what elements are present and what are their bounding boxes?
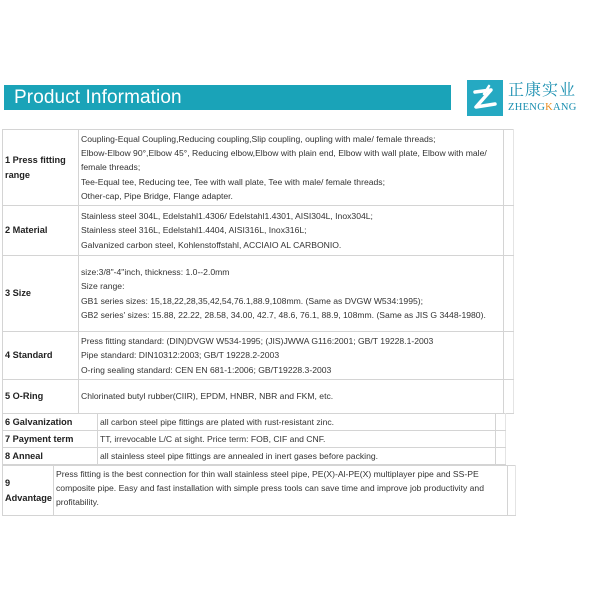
row-label: 6 Galvanization [3, 414, 98, 431]
row-label: 2 Material [3, 206, 79, 256]
empty-cell [504, 332, 514, 380]
row-label: 5 O-Ring [3, 380, 79, 414]
empty-cell [496, 414, 506, 431]
row-content: all carbon steel pipe fittings are plated with rust-resistant zinc. [98, 414, 496, 431]
section-header-bar [4, 85, 451, 110]
row-label: 8 Anneal [3, 448, 98, 465]
empty-cell [504, 380, 514, 414]
logo-english-name: ZHENGKANG [508, 102, 577, 113]
empty-cell [504, 206, 514, 256]
row-content: Coupling-Equal Coupling,Reducing coupling,Slip coupling, oupling with male/ female threads; Elbow-Elbow 90°,Elbow 45°, Reducing elbow,Elbow with plain end, Elbow with wall plate, Elbow with male/ female threads; Tee-Equal tee, Reducing tee, Tee with wall plate, Tee with male/ female threads; Other-cap, Pipe Bridge, Flange adapter. [79, 130, 504, 206]
row-label: 3 Size [3, 256, 79, 332]
row-label: 9 Advantage [3, 466, 54, 516]
empty-cell [496, 448, 506, 465]
advantage-table [2, 465, 516, 516]
row-content: Chlorinated butyl rubber(CIIR), EPDM, HNBR, NBR and FKM, etc. [79, 380, 504, 414]
terms-table [2, 413, 506, 465]
row-content: TT, irrevocable L/C at sight. Price term: FOB, CIF and CNF. [98, 431, 496, 448]
logo-chinese-name: 正康实业 [508, 80, 577, 99]
table-row [3, 448, 506, 465]
table-row [3, 206, 514, 256]
table-row [3, 130, 514, 206]
table-row [3, 332, 514, 380]
empty-cell [504, 256, 514, 332]
empty-cell [508, 466, 516, 516]
row-content: all stainless steel pipe fittings are annealed in inert gases before packing. [98, 448, 496, 465]
row-label: 4 Standard [3, 332, 79, 380]
row-content: size:3/8"-4"inch, thickness: 1.0--2.0mm Size range: GB1 series sizes: 15,18,22,28,35,42,54,76.1,88.9,108mm. (Same as DVGW W534:1995); GB2 series' sizes: 15.88, 22.22, 28.58, 34.00, 42.7, 48.6, 76.1, 88.9, 108mm. (Same as JIS G 3448-1980). [79, 256, 504, 332]
company-logo [467, 80, 587, 116]
table-row [3, 414, 506, 431]
empty-cell [504, 130, 514, 206]
row-content: Press fitting standard: (DIN)DVGW W534-1995; (JIS)JWWA G116:2001; GB/T 19228.1-2003 Pipe standard: DIN10312:2003; GB/T 19228.2-2003 O-ring sealing standard: CEN EN 681-1:2006; GB/T19228.3-2003 [79, 332, 504, 380]
row-content: Stainless steel 304L, Edelstahl1.4306/ Edelstahl1.4301, AISI304L, Inox304L; Stainless steel 316L, Edelstahl1.4404, AISI316L, Inox316L; Galvanized carbon steel, Kohlenstoffstahl, ACCIAIO AL CARBONIO. [79, 206, 504, 256]
table-row [3, 256, 514, 332]
empty-cell [496, 431, 506, 448]
row-label: 7 Payment term [3, 431, 98, 448]
table-row [3, 380, 514, 414]
row-content: Press fitting is the best connection for thin wall stainless steel pipe, PE(X)-Al-PE(X) multiplayer pipe and SS-PE composite pipe. Easy and fast installation with simple press tools can save time and improve job productivity and profitability. [54, 466, 508, 516]
table-row [3, 431, 506, 448]
section-title: Product Information [14, 87, 182, 108]
spec-table [2, 129, 514, 414]
row-label: 1 Press fitting range [3, 130, 79, 206]
zhengkang-z-logo-icon [467, 80, 503, 116]
table-row [3, 466, 516, 516]
